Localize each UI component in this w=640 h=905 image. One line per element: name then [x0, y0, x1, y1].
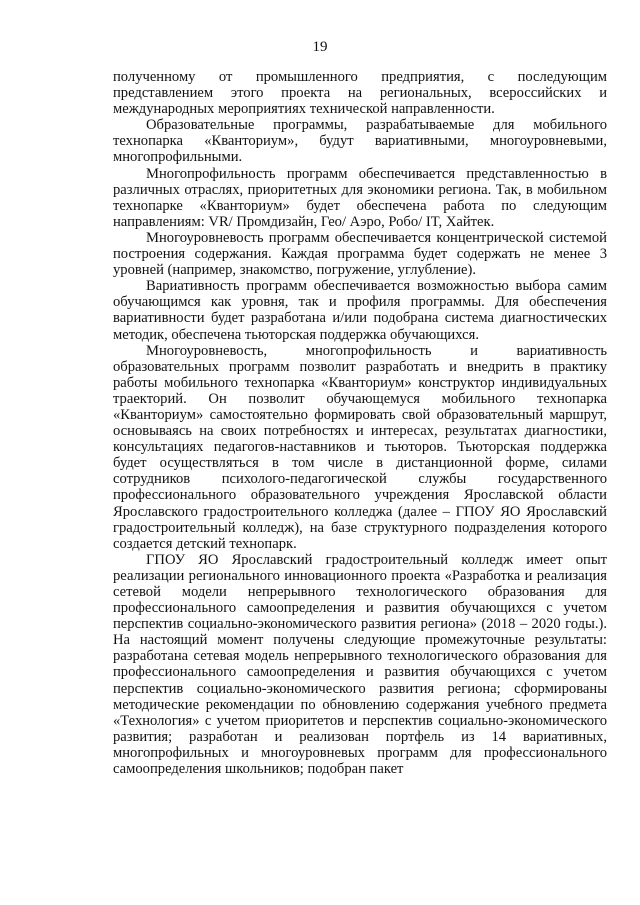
paragraph: Многоуровневость, многопрофильность и вариативность образовательных программ позволит разработать и внедрить в практику работы мобильного технопарка «Кванториум» конструктор индивидуальных траекторий. Он позволит обучающемуся мобильного технопарка «Кванториум» самостоятельно формировать свой образовательный маршрут, основываясь на своих потребностях и интересах, результатах диагностики, консультациях педагогов-наставников и тьюторов. Тьюторская поддержка будет осуществляться в том числе в дистанционной форме, силами сотрудников психолого-педагогической службы государственного профессионального образовательного учреждения Ярославской области Ярославского градостроительного колледжа (далее – ГПОУ ЯО Ярославский градостроительный колледж), на базе структурного подразделения которого создается детский технопарк. — [113, 342, 607, 552]
paragraph: ГПОУ ЯО Ярославский градостроительный колледж имеет опыт реализации регионального инновационного проекта «Разработка и реализация сетевой модели непрерывного технологического образования для профессионального самоопределения и развития обучающихся с учетом перспектив социально-экономического развития региона» (2018 – 2020 годы.). На настоящий момент получены следующие промежуточные результаты: разработана сетевая модель непрерывного технологического образования для профессионального самоопределения и развития обучающихся с учетом перспектив социально-экономического развития региона; сформированы методические рекомендации по обновлению содержания учебного предмета «Технология» с учетом приоритетов и перспектив социально-экономического развития; разработан и реализован портфель из 14 вариативных, многопрофильных и многоуровневых программ для профессионального самоопределения школьников; подобран пакет — [113, 551, 607, 778]
paragraph: Многопрофильность программ обеспечивается представленностью в различных отраслях, приоритетных для экономики региона. Так, в мобильном технопарке «Кванториум» будет обеспечена работа по следующим направлениям: VR/ Промдизайн, Гео/ Аэро, Робо/ IT, Хайтек. — [113, 165, 607, 230]
paragraph: Многоуровневость программ обеспечивается концентрической системой построения содержания. Каждая программа будет содержать не менее 3 уровней (например, знакомство, погружение, углубление). — [113, 229, 607, 279]
paragraph: Вариативность программ обеспечивается возможностью выбора самим обучающимся как уровня, так и профиля программы. Для обеспечения вариативности будет разработана и/или подобрана система диагностических методик, обеспечена тьюторская поддержка обучающихся. — [113, 278, 607, 343]
paragraph: полученному от промышленного предприятия, с последующим представлением этого проекта на региональных, всероссийских и международных мероприятиях технической направленности. — [113, 69, 607, 118]
document-body — [113, 69, 607, 777]
page-number: 19 — [312, 39, 328, 55]
paragraph: Образовательные программы, разрабатываемые для мобильного технопарка «Кванториум», будут вариативными, многоуровневыми, многопрофильными. — [113, 117, 607, 166]
